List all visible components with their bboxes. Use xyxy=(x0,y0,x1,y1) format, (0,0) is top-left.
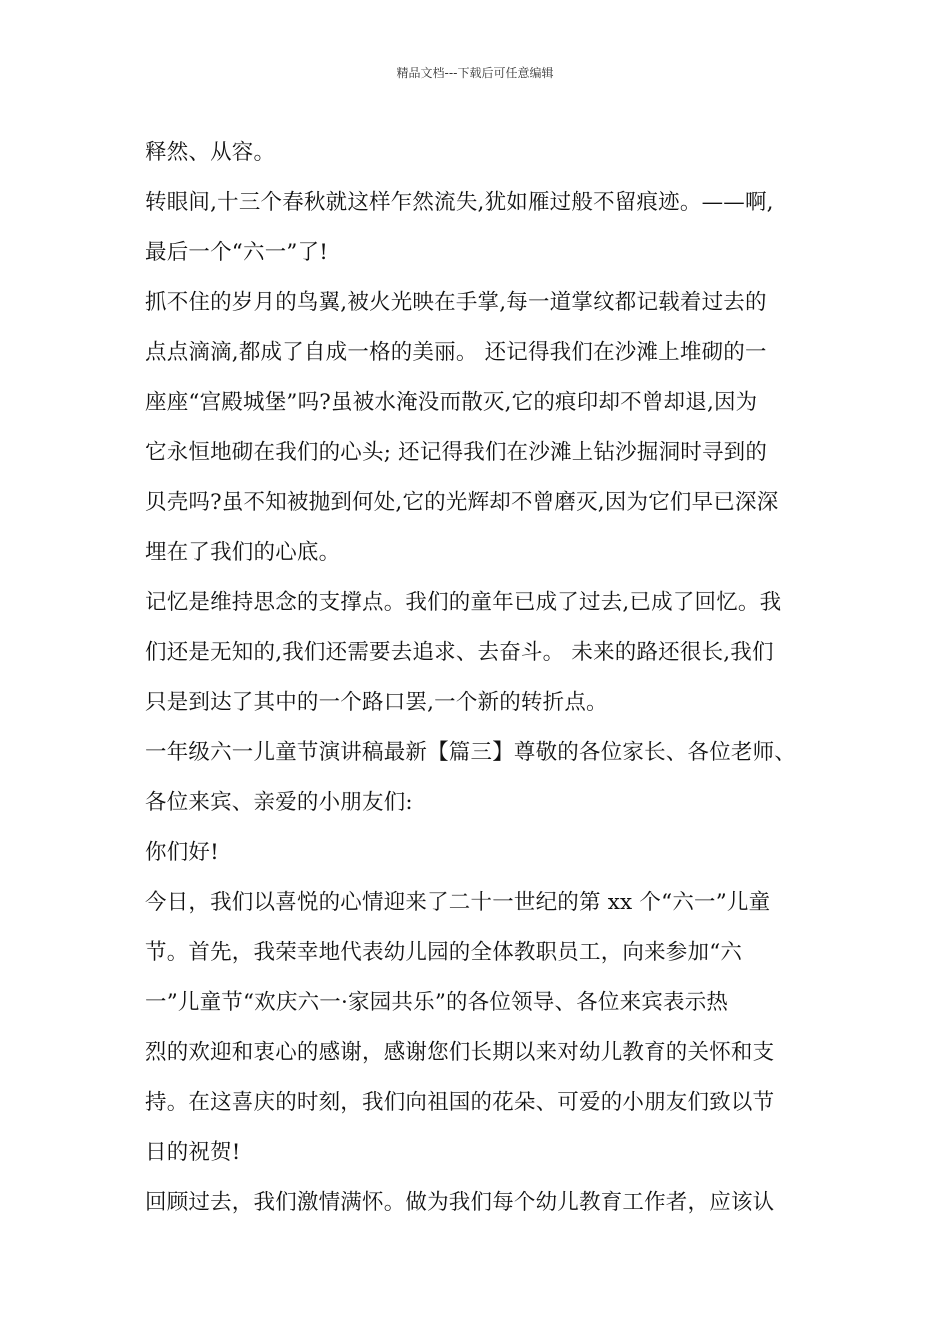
text-line: 一年级六一儿童节演讲稿最新【篇三】尊敬的各位家长、各位老师、 xyxy=(145,740,797,765)
text-line: 一”儿童节“欢庆六一·家园共乐”的各位领导、各位来宾表示热 xyxy=(145,990,729,1015)
text-line: 今日，我们以喜悦的心情迎来了二十一世纪的第 xx 个“六一”儿童 xyxy=(145,890,771,915)
text-line: 各位来宾、亲爱的小朋友们: xyxy=(145,790,413,815)
text-line: 贝壳吗?虽不知被抛到何处,它的光辉却不曾磨灭,因为它们早已深深 xyxy=(145,490,779,515)
document-header: 精品文档---下载后可任意编辑 xyxy=(396,66,554,80)
text-line: 点点滴滴,都成了自成一格的美丽。 还记得我们在沙滩上堆砌的一 xyxy=(145,340,767,365)
text-line: 转眼间,十三个春秋就这样乍然流失,犹如雁过般不留痕迹。——啊, xyxy=(145,190,774,215)
text-line: 你们好! xyxy=(145,840,219,865)
text-line: 日的祝贺! xyxy=(145,1140,241,1165)
text-line: 埋在了我们的心底。 xyxy=(145,540,341,565)
text-line: 抓不住的岁月的鸟翼,被火光映在手掌,每一道掌纹都记载着过去的 xyxy=(145,290,767,315)
text-line: 烈的欢迎和衷心的感谢，感谢您们长期以来对幼儿教育的关怀和支 xyxy=(145,1040,775,1065)
text-line: 它永恒地砌在我们的心头; 还记得我们在沙滩上钻沙掘洞时寻到的 xyxy=(145,440,768,465)
text-line: 节。首先，我荣幸地代表幼儿园的全体教职员工，向来参加“六 xyxy=(145,940,743,965)
text-line: 只是到达了其中的一个路口罢,一个新的转折点。 xyxy=(145,690,608,715)
text-line: 们还是无知的,我们还需要去追求、去奋斗。 未来的路还很长,我们 xyxy=(145,640,774,665)
text-line: 回顾过去，我们激情满怀。做为我们每个幼儿教育工作者，应该认 xyxy=(145,1190,775,1215)
text-line: 最后一个“六一”了! xyxy=(145,240,329,265)
text-line: 释然、从容。 xyxy=(145,140,276,165)
text-line: 持。在这喜庆的时刻，我们向祖国的花朵、可爱的小朋友们致以节 xyxy=(145,1090,775,1115)
document-body xyxy=(145,128,835,1228)
text-line: 座座“宫殿城堡”吗?虽被水淹没而散灭,它的痕印却不曾却退,因为 xyxy=(145,390,758,415)
text-line: 记忆是维持思念的支撑点。我们的童年已成了过去,已成了回忆。我 xyxy=(145,590,782,615)
